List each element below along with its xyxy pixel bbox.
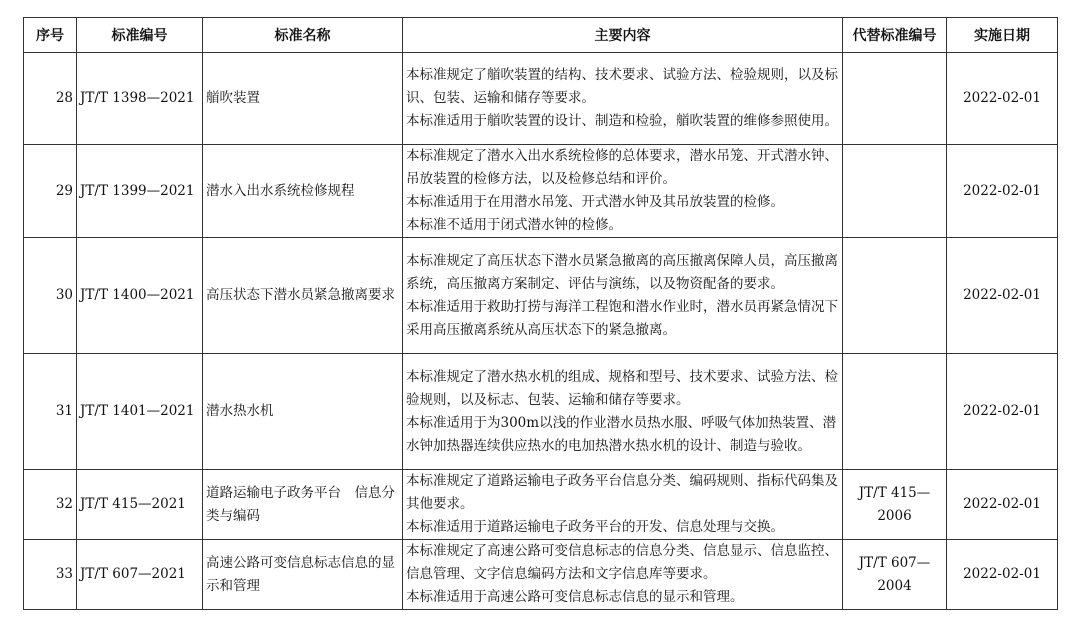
- cell-date: 2022-02-01: [947, 238, 1058, 354]
- cell-seq: 33: [24, 540, 77, 610]
- header-content: 主要内容: [403, 18, 843, 53]
- table-row: [24, 540, 1058, 610]
- header-name: 标准名称: [203, 18, 403, 53]
- header-code: 标准编号: [77, 18, 203, 53]
- content-paragraph: 本标准规定了潜水入出水系统检修的总体要求，潜水吊笼、开式潜水钟、吊放装置的检修方法，以及检修总结和评价。: [406, 148, 838, 187]
- content-paragraph: 本标准规定了艏吹装置的结构、技术要求、试验方法、检验规则，以及标识、包装、运输和储存等要求。: [406, 67, 838, 106]
- header-seq: 序号: [24, 18, 77, 53]
- cell-code: JT/T 1399—2021: [77, 145, 203, 238]
- table-header-row: [24, 18, 1058, 53]
- cell-date: 2022-02-01: [947, 53, 1058, 145]
- content-paragraph: 本标准规定了高速公路可变信息标志的信息分类、信息显示、信息监控、信息管理、文字信息编码方法和文字信息库等要求。: [406, 543, 838, 582]
- header-replaced: 代替标准编号: [843, 18, 947, 53]
- cell-replaced: [843, 53, 947, 145]
- cell-replaced: [843, 238, 947, 354]
- cell-code: JT/T 1400—2021: [77, 238, 203, 354]
- cell-content: [403, 540, 843, 610]
- table-row: [24, 53, 1058, 145]
- cell-seq: 31: [24, 354, 77, 470]
- table-row: [24, 145, 1058, 238]
- content-paragraph: 本标准适用于艏吹装置的设计、制造和检验，艏吹装置的维修参照使用。: [406, 113, 838, 129]
- cell-replaced: [843, 354, 947, 470]
- cell-seq: 29: [24, 145, 77, 238]
- cell-date: 2022-02-01: [947, 470, 1058, 540]
- cell-seq: 30: [24, 238, 77, 354]
- cell-replaced: [843, 145, 947, 238]
- table-row: [24, 354, 1058, 470]
- header-date: 实施日期: [947, 18, 1058, 53]
- cell-code: JT/T 607—2021: [77, 540, 203, 610]
- content-paragraph: 本标准适用于道路运输电子政务平台的开发、信息处理与交换。: [406, 519, 784, 535]
- content-paragraph: 本标准适用于高速公路可变信息标志信息的显示和管理。: [406, 589, 744, 605]
- content-paragraph: 本标准适用于为300m以浅的作业潜水员热水服、呼吸气体加热装置、潜水钟加热器连续供应热水的电加热潜水热水机的设计、制造与验收。: [406, 414, 837, 454]
- cell-content: [403, 53, 843, 145]
- cell-code: JT/T 1398—2021: [77, 53, 203, 145]
- content-paragraph: 本标准不适用于闭式潜水钟的检修。: [406, 217, 622, 233]
- table-row: [24, 238, 1058, 354]
- cell-name: 道路运输电子政务平台 信息分类与编码: [203, 470, 403, 540]
- standards-table: [23, 17, 1058, 610]
- cell-date: 2022-02-01: [947, 540, 1058, 610]
- cell-name: 艏吹装置: [203, 53, 403, 145]
- cell-replaced: JT/T 415—2006: [843, 470, 947, 540]
- table-row: [24, 470, 1058, 540]
- cell-name: 高速公路可变信息标志信息的显示和管理: [203, 540, 403, 610]
- cell-seq: 28: [24, 53, 77, 145]
- content-paragraph: 本标准规定了高压状态下潜水员紧急撤离的高压撤离保障人员，高压撤离系统，高压撤离方案制定、评估与演练，以及物资配备的要求。: [406, 252, 838, 292]
- cell-name: 潜水入出水系统检修规程: [203, 145, 403, 238]
- content-paragraph: 本标准适用于在用潜水吊笼、开式潜水钟及其吊放装置的检修。: [406, 194, 784, 210]
- content-paragraph: 本标准规定了潜水热水机的组成、规格和型号、技术要求、试验方法、检验规则，以及标志、包装、运输和储存等要求。: [406, 368, 838, 408]
- cell-seq: 32: [24, 470, 77, 540]
- content-paragraph: 本标准规定了道路运输电子政务平台信息分类、编码规则、指标代码集及其他要求。: [406, 473, 838, 512]
- cell-name: 高压状态下潜水员紧急撤离要求: [203, 238, 403, 354]
- content-paragraph: 本标准适用于救助打捞与海洋工程饱和潜水作业时，潜水员再紧急情况下采用高压撤离系统从高压状态下的紧急撤离。: [406, 298, 838, 338]
- cell-code: JT/T 1401—2021: [77, 354, 203, 470]
- cell-date: 2022-02-01: [947, 354, 1058, 470]
- cell-content: [403, 145, 843, 238]
- cell-replaced: JT/T 607—2004: [843, 540, 947, 610]
- cell-code: JT/T 415—2021: [77, 470, 203, 540]
- cell-content: [403, 238, 843, 354]
- cell-content: [403, 354, 843, 470]
- cell-content: [403, 470, 843, 540]
- cell-date: 2022-02-01: [947, 145, 1058, 238]
- cell-name: 潜水热水机: [203, 354, 403, 470]
